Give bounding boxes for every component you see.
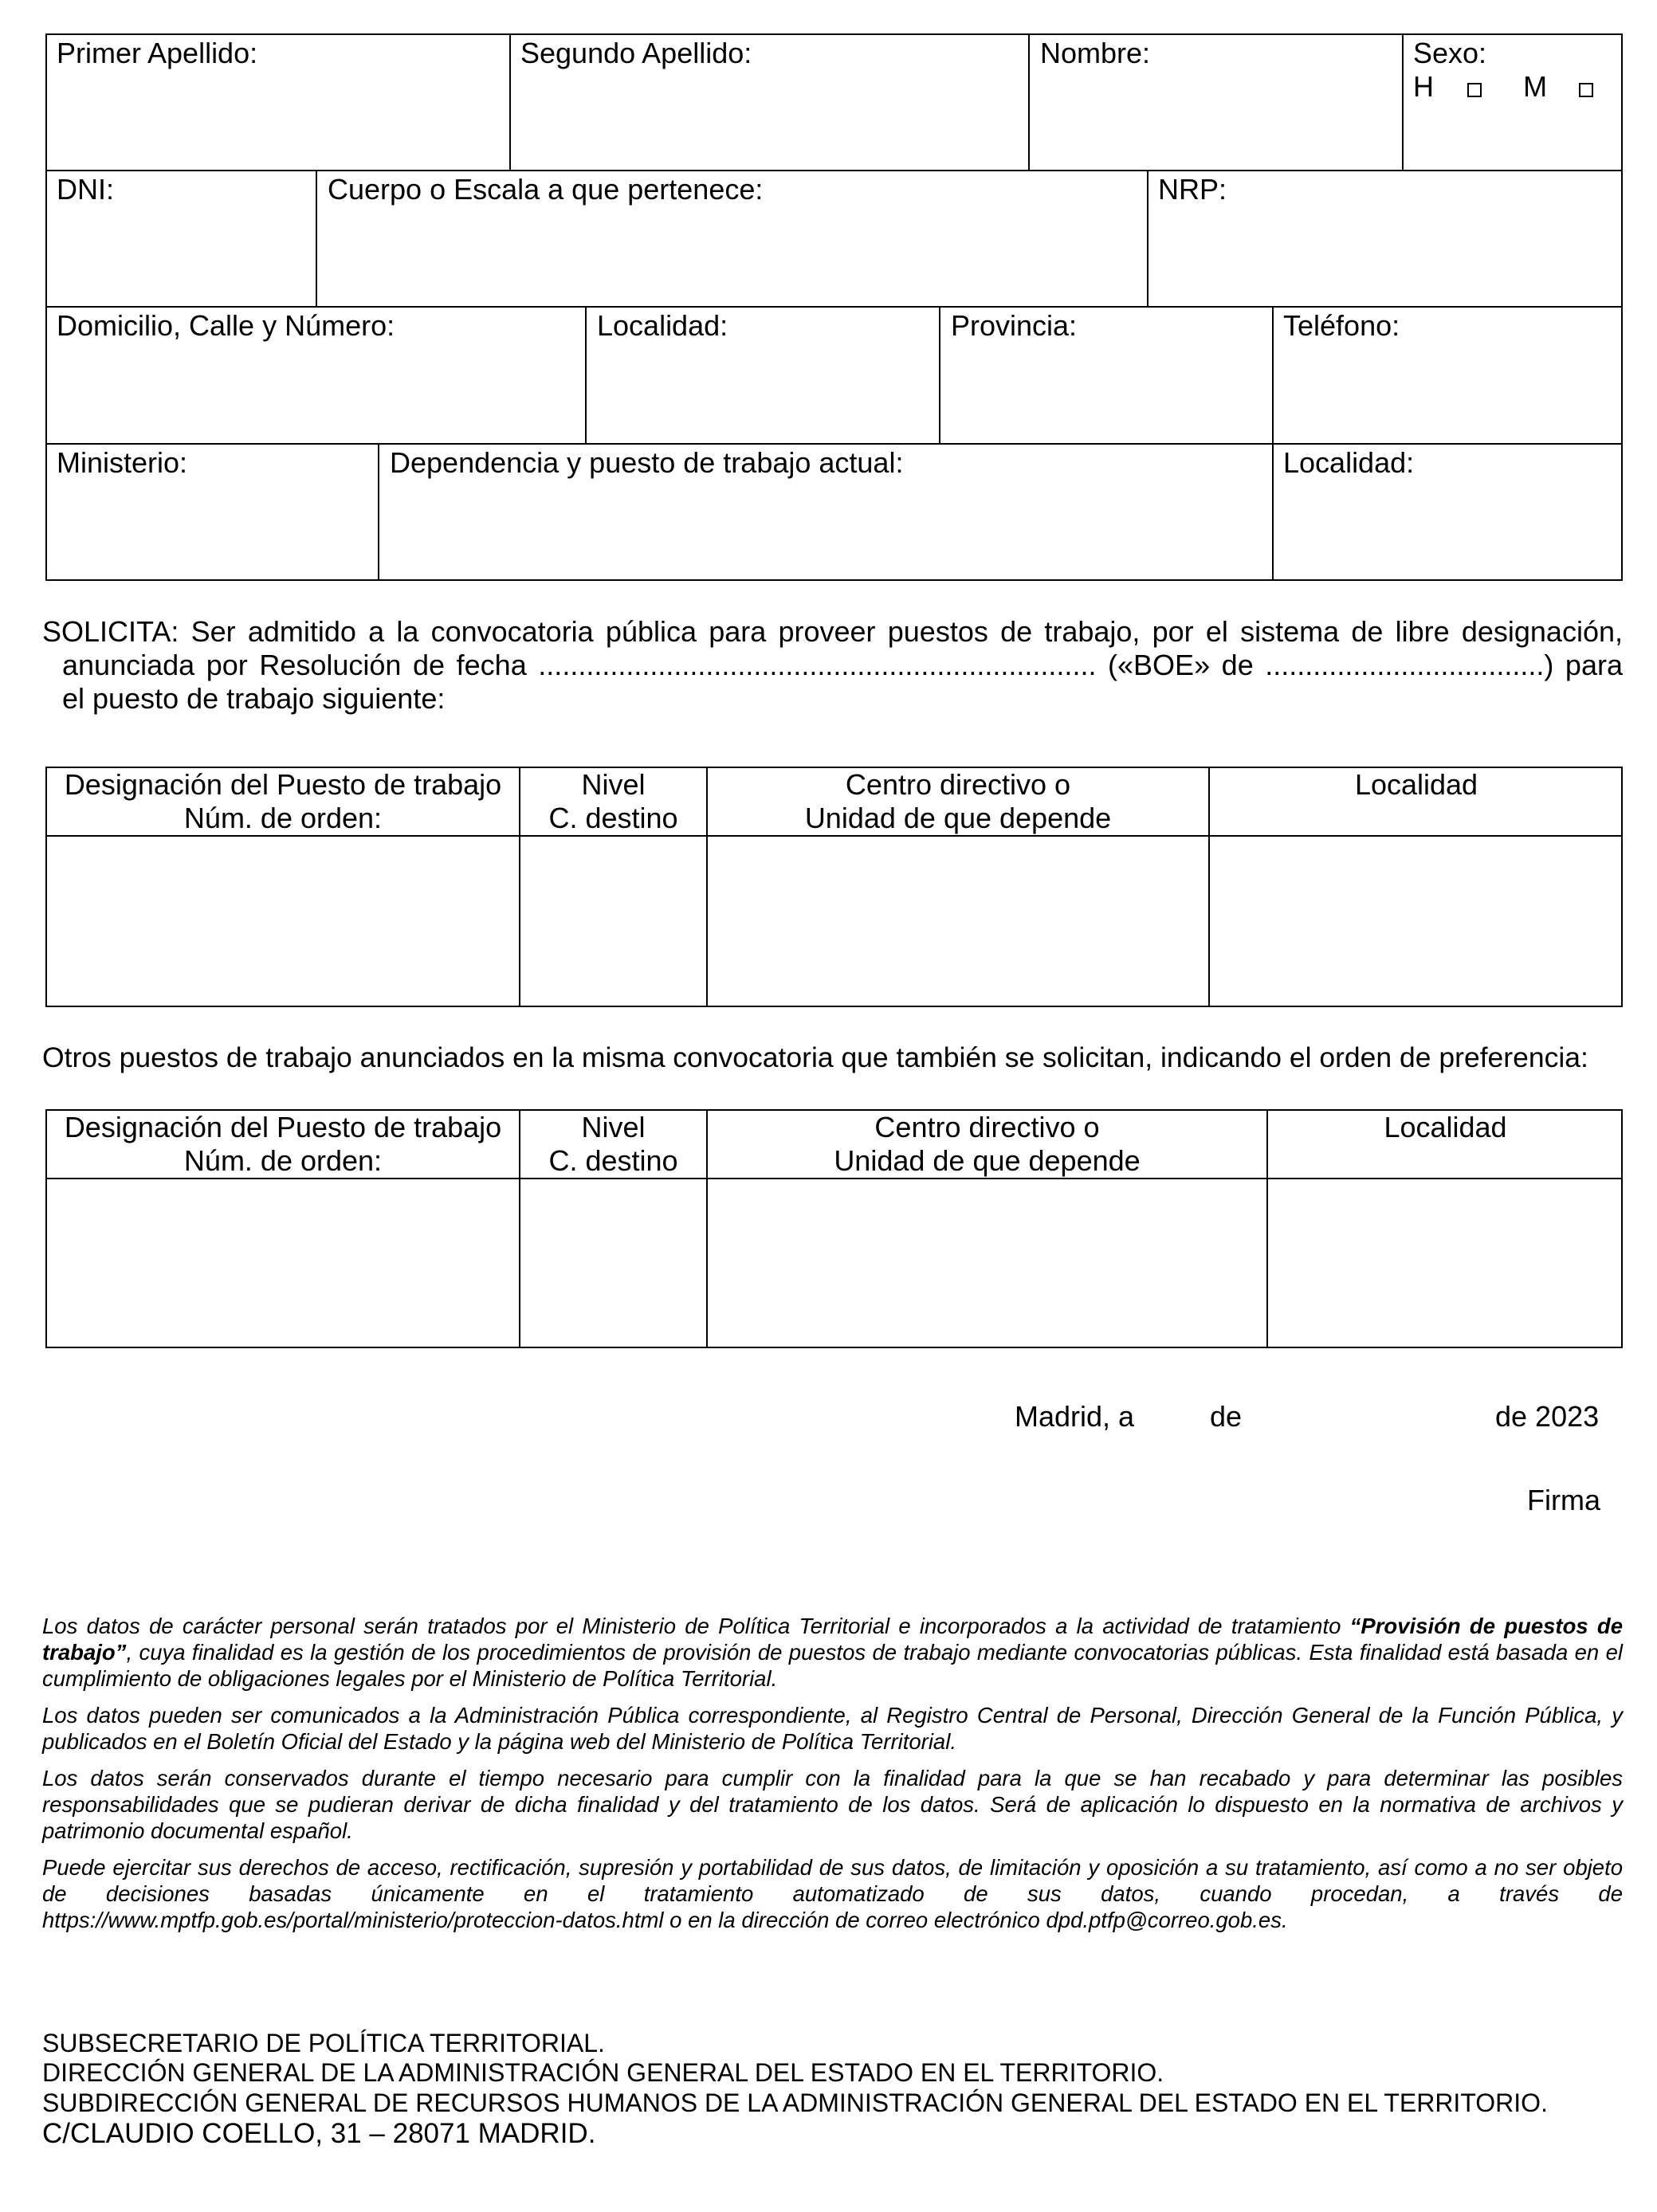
firma-label: Firma [1527, 1484, 1600, 1516]
col-divider [1028, 33, 1030, 170]
otros-puestos-text: Otros puestos de trabajo anunciados en la misma convocatoria que también se solicitan, indicando el orden de preferencia: [42, 1041, 1588, 1073]
col-divider [1208, 767, 1210, 1007]
header-divider [45, 835, 1623, 837]
sexo-h-label: H [1413, 70, 1434, 103]
col-divider [1272, 306, 1274, 443]
domicilio-label: Domicilio, Calle y Número: [57, 309, 395, 342]
cuerpo-escala-label: Cuerpo o Escala a que pertenece: [328, 173, 764, 206]
address-line-2: DIRECCIÓN GENERAL DE LA ADMINISTRACIÓN GENERAL DEL ESTADO EN EL TERRITORIO. [42, 2058, 1164, 2087]
segundo-apellido-label: Segundo Apellido: [520, 37, 752, 69]
dni-label: DNI: [57, 173, 114, 206]
col-divider [1147, 170, 1149, 306]
legal-paragraph-3: Los datos serán conservados durante el tiempo necesario para cumplir con la finalidad para la que se han recabado y para determinar las posibles responsabilidades que se pudieran derivar de dicha finalidad y del tratamiento de los datos. Será de aplicación lo dispuesto en la normativa de archivos y patrimonio documental español. [42, 1766, 1623, 1843]
header-divider [45, 1178, 1623, 1179]
de-year-label: de 2023 [1495, 1400, 1600, 1433]
sexo-m-checkbox[interactable] [1579, 83, 1593, 97]
address-line-1: SUBSECRETARIO DE POLÍTICA TERRITORIAL. [42, 2029, 605, 2057]
solicita-line-1: SOLICITA: Ser admitido a la convocatoria pública para proveer puestos de trabajo, por el sistema de libre designación, [42, 615, 1623, 648]
col-divider [939, 306, 940, 443]
row-divider [45, 443, 1623, 445]
col-divider [1402, 33, 1404, 170]
legal-paragraph-4: Puede ejercitar sus derechos de acceso, rectificación, supresión y portabilidad de sus datos, de limitación y oposición a su tratamiento, así como a no ser objeto de decisiones basadas únicamente en el tratamiento automatizado de sus datos, cuando procedan, a través de https://www.mptfp.gob.es/portal/ministerio/proteccion-datos.html o en la dirección de correo electrónico dpd.ptfp@correo.gob.es. [42, 1855, 1623, 1932]
sexo-h-checkbox[interactable] [1467, 83, 1482, 97]
sexo-options [1413, 70, 1593, 104]
table1-header-designacion: Designación del Puesto de trabajo Núm. de orden: [64, 768, 502, 834]
de-label: de [1210, 1400, 1243, 1433]
solicita-line-2: anunciada por Resolución de fecha ...................................................................... («BOE» de ...................................) para [62, 649, 1623, 681]
nrp-label: NRP: [1158, 173, 1227, 206]
table2-header-nivel: Nivel C. destino [548, 1111, 678, 1177]
row-divider [45, 306, 1623, 308]
col-divider [509, 33, 511, 170]
table2-header-designacion: Designación del Puesto de trabajo Núm. de orden: [64, 1111, 502, 1177]
col-divider [1272, 443, 1274, 581]
table1-header-centro: Centro directivo o Unidad de que depende [804, 768, 1112, 834]
col-divider [378, 443, 379, 581]
solicita-paragraph [42, 615, 1623, 716]
nombre-label: Nombre: [1040, 37, 1151, 69]
telefono-label: Teléfono: [1283, 309, 1400, 342]
table1-header-localidad: Localidad [1354, 768, 1478, 801]
madrid-a-label: Madrid, a [1015, 1400, 1135, 1433]
table1-header-nivel: Nivel C. destino [548, 768, 678, 834]
provincia-label: Provincia: [951, 309, 1078, 342]
col-divider [1266, 1109, 1268, 1348]
solicita-line-3: el puesto de trabajo siguiente: [62, 682, 446, 715]
localidad-actual-label: Localidad: [1283, 446, 1415, 479]
sexo-m-label: M [1523, 70, 1548, 103]
col-divider [585, 306, 587, 443]
address-line-3: SUBDIRECCIÓN GENERAL DE RECURSOS HUMANOS DE LA ADMINISTRACIÓN GENERAL DEL ESTADO EN EL TERRITORIO. [42, 2088, 1548, 2117]
ministerio-label: Ministerio: [57, 446, 188, 479]
table2-header-localidad: Localidad [1384, 1111, 1507, 1143]
legal-paragraph-1: Los datos de carácter personal serán tratados por el Ministerio de Política Territorial e incorporados a la actividad de tratamiento “Provisión de puestos de trabajo”, cuya finalidad es la gestión de los procedimientos de provisión de puestos de trabajo mediante convocatorias públicas. Esta finalidad está basada en el cumplimiento de obligaciones legales por el Ministerio de Política Territorial. [42, 1614, 1623, 1691]
address-line-4: C/CLAUDIO COELLO, 31 – 28071 MADRID. [42, 2118, 596, 2149]
legal-paragraph-2: Los datos pueden ser comunicados a la Administración Pública correspondiente, al Registro Central de Personal, Dirección General de la Función Pública, y publicados en el Boletín Oficial del Estado y la página web del Ministerio de Política Territorial. [42, 1703, 1623, 1754]
localidad-label: Localidad: [597, 309, 728, 342]
table2-header-centro: Centro directivo o Unidad de que depende [834, 1111, 1141, 1177]
col-divider [316, 170, 317, 306]
row-divider [45, 170, 1623, 171]
dependencia-label: Dependencia y puesto de trabajo actual: [390, 446, 904, 479]
primer-apellido-label: Primer Apellido: [57, 37, 258, 69]
sexo-label: Sexo: [1413, 37, 1487, 69]
